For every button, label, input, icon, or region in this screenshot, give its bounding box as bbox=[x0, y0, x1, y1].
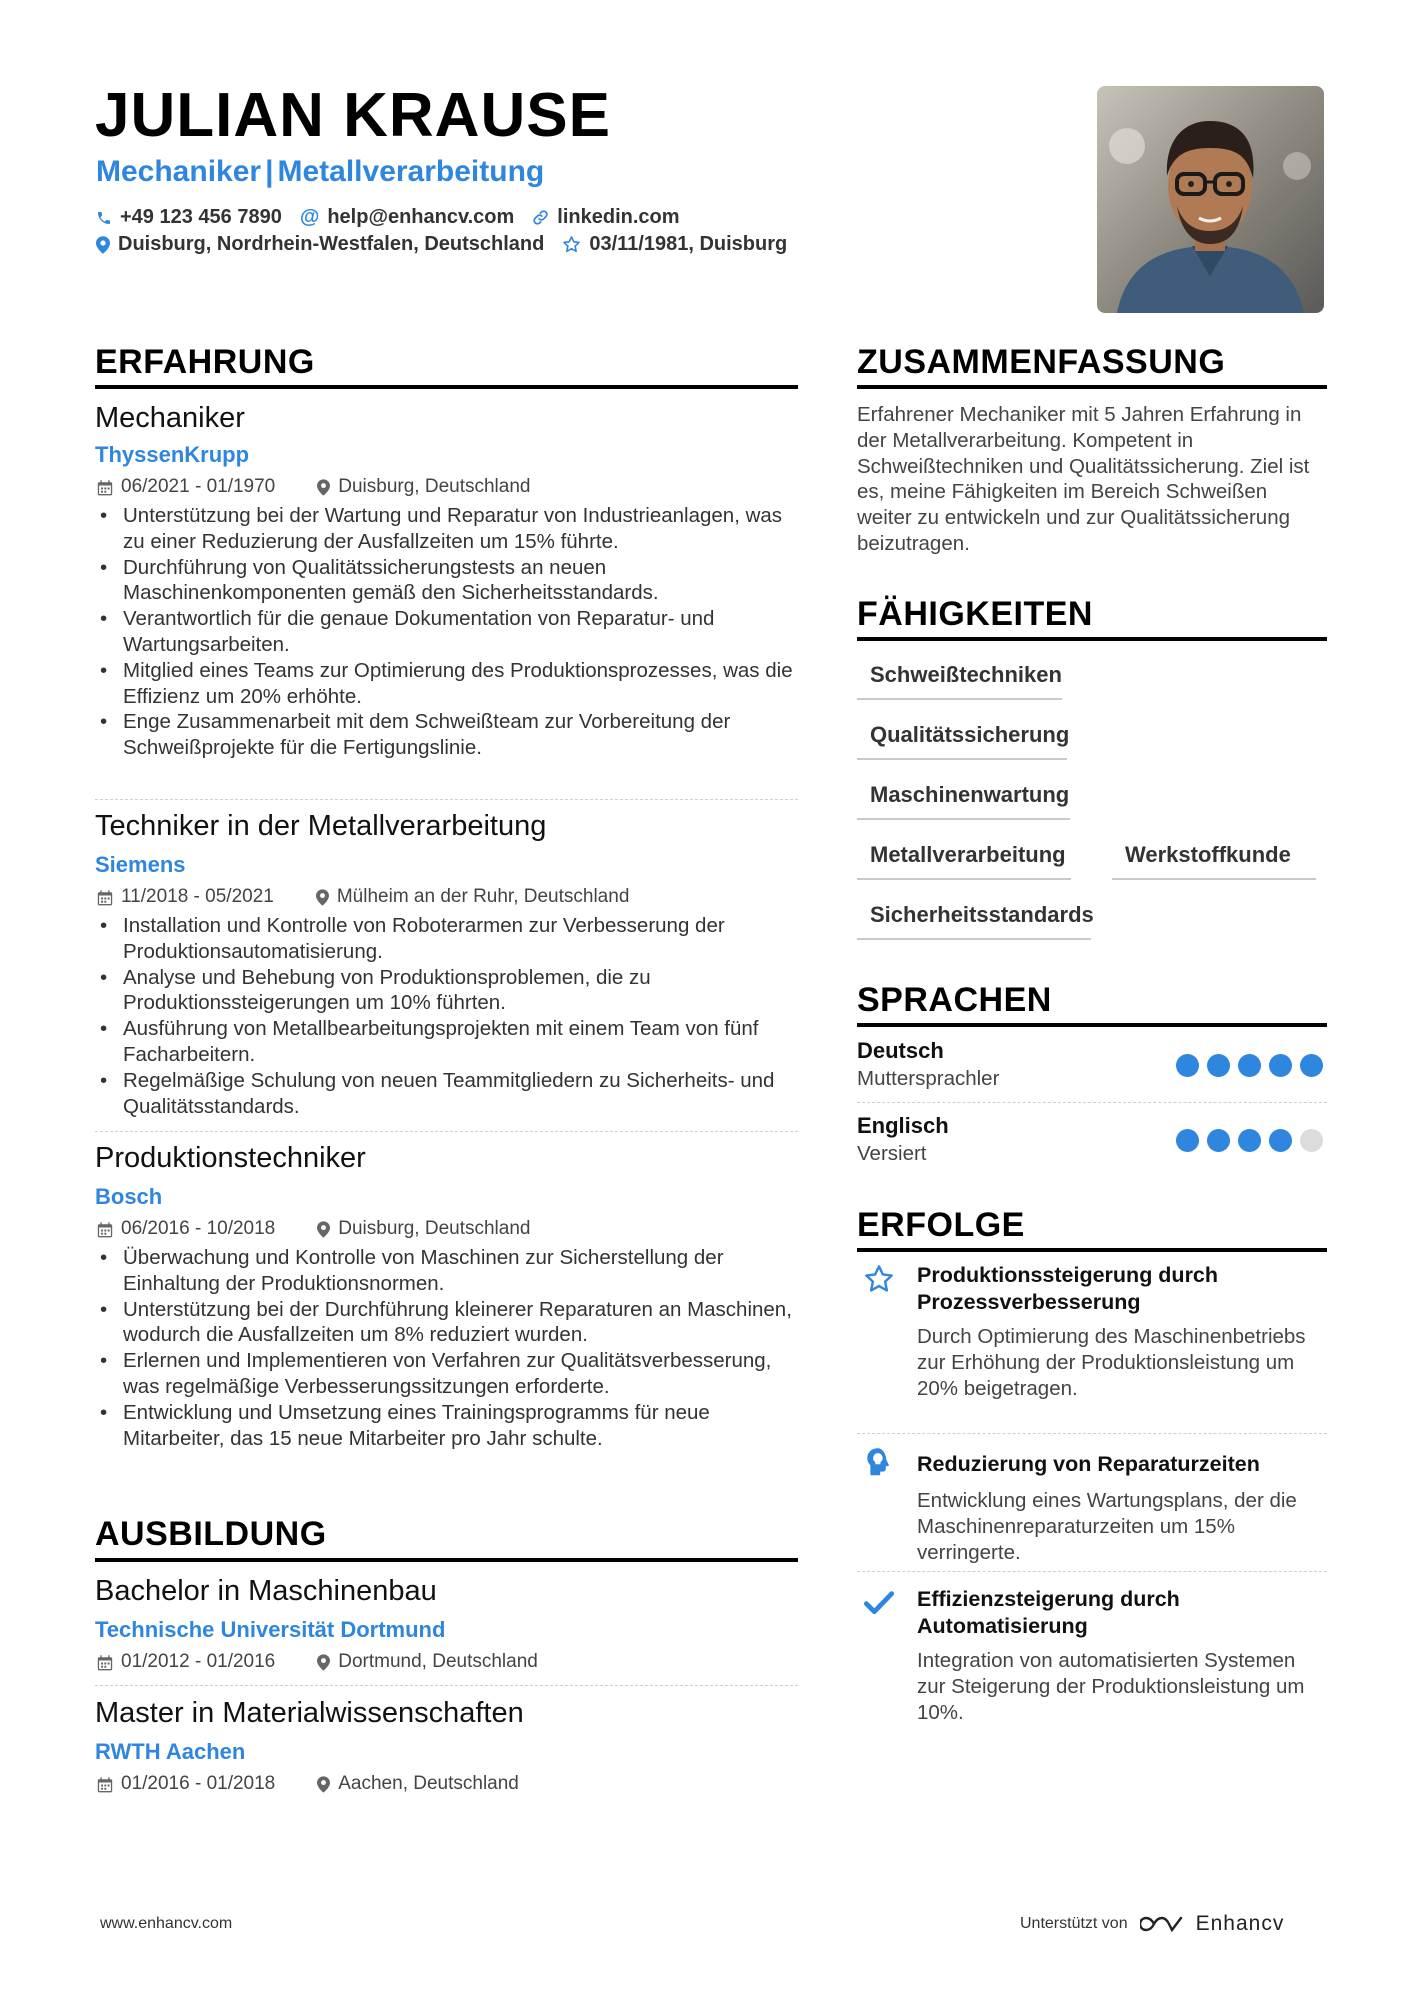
job-bullet: • Unterstützung bei der Wartung und Reparatur von Industrieanlagen, was zu einer Reduzierung der Ausfallzeiten um 15% führte. bbox=[96, 503, 796, 555]
job-bullet: • Durchführung von Qualitätssicherungstests an neuen Maschinenkomponenten gemäß den Sicherheitsstandards. bbox=[96, 555, 796, 607]
rating-dot-filled bbox=[1269, 1054, 1292, 1077]
job-bullet: • Unterstützung bei der Durchführung kleinerer Reparaturen an Maschinen, wodurch die Ausfallzeiten um 8% reduziert wurden. bbox=[96, 1297, 796, 1349]
achievement-description: Entwicklung eines Wartungsplans, der die Maschinenreparaturzeiten um 15% verringerte. bbox=[917, 1489, 1297, 1564]
language-divider bbox=[857, 1102, 1327, 1103]
job-bullets bbox=[96, 1245, 796, 1451]
experience-heading: ERFAHRUNG bbox=[95, 343, 315, 381]
skill-tag: Qualitätssicherung bbox=[857, 722, 1067, 760]
checkmark-icon bbox=[862, 1586, 896, 1620]
profile-photo bbox=[1097, 86, 1324, 313]
languages-heading: SPRACHEN bbox=[857, 981, 1052, 1019]
summary-text: Erfahrener Mechaniker mit 5 Jahren Erfahrung in der Metallverarbeitung. Kompetent in Schweißtechniken und Qualitätssicherung. Ziel ist es, meine Fähigkeiten im Bereich Schweißen weiter zu entwickeln und zur Qualitätssicherung beizutragen. bbox=[857, 403, 1310, 555]
education-meta bbox=[97, 1651, 538, 1673]
summary-heading: ZUSAMMENFASSUNG bbox=[857, 343, 1226, 381]
achievement-title: Reduzierung von Reparaturzeiten bbox=[917, 1452, 1260, 1476]
job-bullet: • Regelmäßige Schulung von neuen Teammitgliedern zu Sicherheits- und Qualitätsstandards. bbox=[96, 1068, 796, 1120]
job-title: Mechaniker bbox=[95, 402, 245, 434]
language-name: Deutsch bbox=[857, 1038, 944, 1063]
rating-dot-filled bbox=[1176, 1129, 1199, 1152]
job-dates: 11/2018 - 05/2021 bbox=[121, 886, 274, 907]
job-dates: 06/2021 - 01/1970 bbox=[121, 476, 276, 497]
rating-dot-filled bbox=[1238, 1054, 1261, 1077]
rating-dot-filled bbox=[1176, 1054, 1199, 1077]
job-location: Mülheim an der Ruhr, Deutschland bbox=[336, 886, 630, 907]
title-part-2: Metallverarbeitung bbox=[277, 155, 545, 188]
rating-dot-filled bbox=[1207, 1054, 1230, 1077]
link-icon bbox=[532, 209, 549, 226]
contact-row-1 bbox=[96, 206, 680, 229]
skill-tag: Maschinenwartung bbox=[857, 782, 1070, 820]
education-degree: Bachelor in Maschinenbau bbox=[95, 1575, 437, 1607]
job-meta bbox=[97, 1218, 530, 1240]
rating-dot-filled bbox=[1269, 1129, 1292, 1152]
education-heading: AUSBILDUNG bbox=[95, 1515, 327, 1553]
calendar-icon bbox=[97, 889, 113, 906]
at-icon: @ bbox=[299, 206, 320, 228]
skill-tag: Schweißtechniken bbox=[857, 662, 1062, 700]
job-location: Duisburg, Deutschland bbox=[338, 1218, 531, 1239]
job-bullet: • Enge Zusammenarbeit mit dem Schweißteam zur Vorbereitung der Schweißprojekte für die Fertigungslinie. bbox=[96, 709, 796, 761]
calendar-icon bbox=[97, 1776, 113, 1793]
job-divider bbox=[95, 1131, 798, 1132]
star-icon bbox=[862, 1262, 896, 1296]
job-location: Duisburg, Deutschland bbox=[338, 476, 531, 497]
language-level: Versiert bbox=[857, 1142, 927, 1165]
location-item bbox=[96, 233, 544, 256]
birth-text: 03/11/1981, Duisburg bbox=[589, 233, 788, 255]
job-bullet: • Installation und Kontrolle von Roboterarmen zur Verbesserung der Produktionsautomatisierung. bbox=[96, 913, 796, 965]
education-dates: 01/2016 - 01/2018 bbox=[121, 1773, 276, 1794]
job-divider bbox=[95, 799, 798, 800]
phone-text: +49 123 456 7890 bbox=[120, 206, 282, 228]
star-icon bbox=[562, 235, 581, 254]
job-company[interactable]: Bosch bbox=[95, 1184, 163, 1209]
job-bullets bbox=[96, 503, 796, 761]
language-level: Muttersprachler bbox=[857, 1067, 1000, 1090]
job-bullet: • Überwachung und Kontrolle von Maschinen zur Sicherstellung der Einhaltung der Produktionsnormen. bbox=[96, 1245, 796, 1297]
education-school[interactable]: RWTH Aachen bbox=[95, 1739, 246, 1764]
footer-brand-block bbox=[1020, 1912, 1284, 1936]
job-bullet: • Verantwortlich für die genaue Dokumentation von Reparatur- und Wartungsarbeiten. bbox=[96, 606, 796, 658]
linkedin-text: linkedin.com bbox=[557, 206, 680, 228]
location-pin-icon bbox=[316, 889, 329, 906]
contact-row-2 bbox=[96, 233, 787, 256]
languages-rule bbox=[857, 1023, 1327, 1027]
achievement-description: Durch Optimierung des Maschinenbetriebs zur Erhöhung der Produktionsleistung um 20% beigetragen. bbox=[917, 1325, 1306, 1400]
calendar-icon bbox=[97, 1221, 113, 1238]
job-bullet: • Entwicklung und Umsetzung eines Trainingsprogramms für neue Mitarbeiter, das 15 neue Mitarbeiter pro Jahr schulte. bbox=[96, 1400, 796, 1452]
achievements-rule bbox=[857, 1248, 1327, 1252]
education-meta bbox=[97, 1773, 519, 1795]
rating-dot-filled bbox=[1207, 1129, 1230, 1152]
education-school[interactable]: Technische Universität Dortmund bbox=[95, 1617, 446, 1642]
language-rating bbox=[1176, 1054, 1323, 1077]
job-meta bbox=[97, 886, 629, 908]
email-item[interactable] bbox=[300, 206, 514, 229]
education-location: Dortmund, Deutschland bbox=[338, 1651, 538, 1672]
skill-tag: Metallverarbeitung bbox=[857, 842, 1071, 880]
birth-item bbox=[562, 233, 787, 256]
achievement-description: Integration von automatisierten Systemen zur Steigerung der Produktionsleistung um 10%. bbox=[917, 1649, 1305, 1724]
calendar-icon bbox=[97, 479, 113, 496]
phone-item[interactable] bbox=[96, 206, 282, 229]
calendar-icon bbox=[97, 1654, 113, 1671]
skills-rule bbox=[857, 637, 1327, 641]
job-company[interactable]: Siemens bbox=[95, 852, 186, 877]
achievement-title: Effizienzsteigerung durch Automatisierung bbox=[917, 1587, 1180, 1638]
job-bullet: • Analyse und Behebung von Produktionsproblemen, die zu Produktionssteigerungen um 10% führten. bbox=[96, 965, 796, 1017]
achievement-divider bbox=[857, 1433, 1327, 1434]
experience-rule bbox=[95, 385, 798, 389]
skill-tag: Werkstoffkunde bbox=[1112, 842, 1316, 880]
head-lightbulb-icon bbox=[862, 1446, 896, 1480]
job-company[interactable]: ThyssenKrupp bbox=[95, 442, 250, 467]
brand-name[interactable]: Enhancv bbox=[1195, 1912, 1285, 1935]
candidate-title bbox=[96, 155, 544, 189]
education-rule bbox=[95, 1558, 798, 1562]
education-location: Aachen, Deutschland bbox=[338, 1773, 519, 1794]
job-dates: 06/2016 - 10/2018 bbox=[121, 1218, 276, 1239]
footer-website[interactable]: www.enhancv.com bbox=[100, 1915, 233, 1932]
linkedin-item[interactable] bbox=[532, 206, 679, 229]
rating-dot-filled bbox=[1238, 1129, 1261, 1152]
achievement-divider bbox=[857, 1571, 1327, 1572]
education-degree: Master in Materialwissenschaften bbox=[95, 1697, 524, 1729]
email-text: help@enhancv.com bbox=[327, 206, 515, 228]
location-pin-icon bbox=[317, 1654, 330, 1671]
rating-dot-filled bbox=[1300, 1054, 1323, 1077]
achievements-heading: ERFOLGE bbox=[857, 1206, 1025, 1244]
location-pin-icon bbox=[317, 479, 330, 496]
summary-rule bbox=[857, 385, 1327, 389]
location-pin-icon bbox=[96, 236, 110, 254]
title-part-1: Mechaniker bbox=[96, 155, 262, 188]
rating-dot-empty bbox=[1300, 1129, 1323, 1152]
phone-icon bbox=[96, 210, 112, 226]
skill-tag: Sicherheitsstandards bbox=[857, 902, 1091, 940]
job-title: Produktionstechniker bbox=[95, 1142, 366, 1174]
location-pin-icon bbox=[317, 1221, 330, 1238]
job-meta bbox=[97, 476, 530, 498]
skills-heading: FÄHIGKEITEN bbox=[857, 595, 1093, 633]
location-text: Duisburg, Nordrhein-Westfalen, Deutschland bbox=[118, 233, 545, 255]
powered-by-text: Unterstützt von bbox=[1020, 1915, 1128, 1932]
job-title: Techniker in der Metallverarbeitung bbox=[95, 810, 547, 842]
job-bullet: • Ausführung von Metallbearbeitungsprojekten mit einem Team von fünf Facharbeitern. bbox=[96, 1016, 796, 1068]
education-dates: 01/2012 - 01/2016 bbox=[121, 1651, 276, 1672]
job-bullet: • Mitglied eines Teams zur Optimierung des Produktionsprozesses, was die Effizienz um 20% erhöhte. bbox=[96, 658, 796, 710]
title-separator: | bbox=[265, 155, 274, 188]
achievement-title: Produktionssteigerung durch Prozessverbesserung bbox=[917, 1263, 1219, 1314]
language-rating bbox=[1176, 1129, 1323, 1152]
education-divider bbox=[95, 1685, 798, 1686]
candidate-name: JULIAN KRAUSE bbox=[95, 81, 611, 150]
language-name: Englisch bbox=[857, 1113, 949, 1138]
enhancv-logo-icon bbox=[1140, 1913, 1184, 1935]
location-pin-icon bbox=[317, 1776, 330, 1793]
job-bullets bbox=[96, 913, 796, 1119]
job-bullet: • Erlernen und Implementieren von Verfahren zur Qualitätsverbesserung, was regelmäßige Verbesserungssitzungen erforderte. bbox=[96, 1348, 796, 1400]
